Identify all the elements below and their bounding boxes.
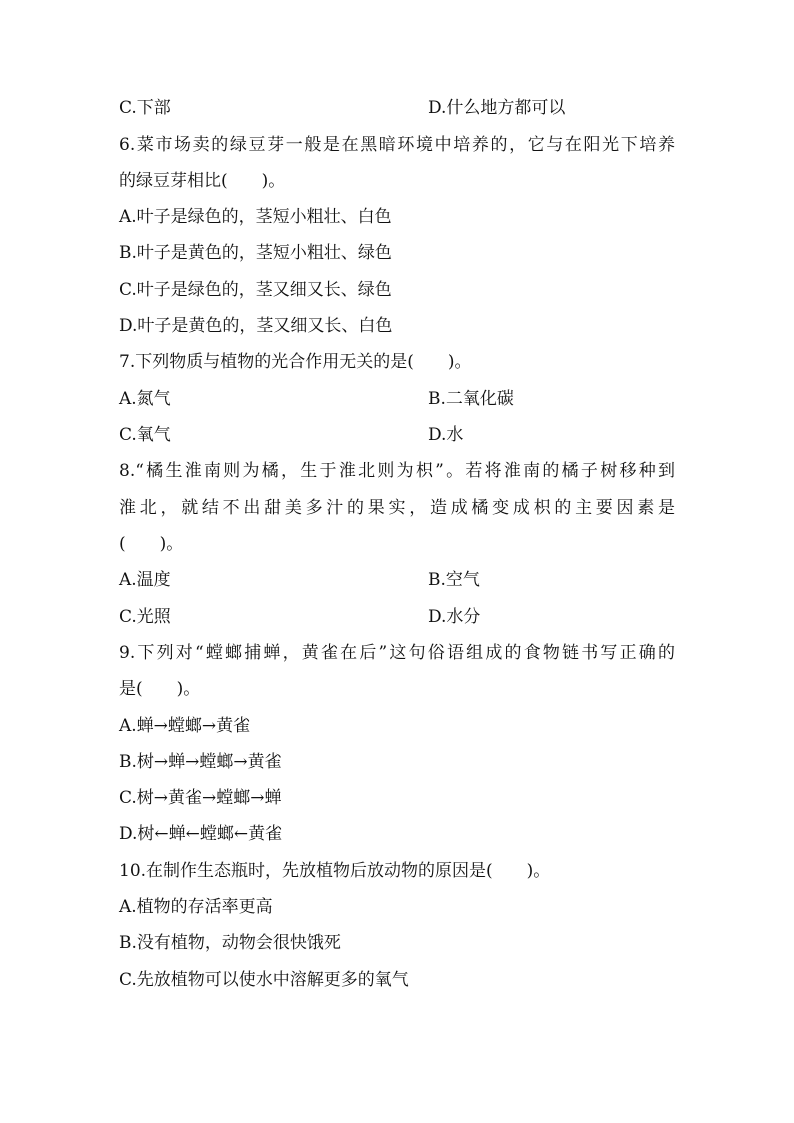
question-10-option-c: C.先放植物可以使水中溶解更多的氧气	[119, 970, 409, 990]
question-9-option-d: D.树←蝉←螳螂←黄雀	[119, 824, 283, 844]
question-8-option-d: D.水分	[428, 607, 481, 627]
question-6-option-c: C.叶子是绿色的，茎又细又长、绿色	[119, 280, 392, 300]
question-7-option-b: B.二氧化碳	[428, 389, 514, 409]
question-10-option-b: B.没有植物，动物会很快饿死	[119, 933, 341, 953]
question-8-stem-line1: 8.“橘生淮南则为橘，生于淮北则为枳”。若将淮南的橘子树移种到	[119, 461, 675, 481]
question-7-option-a: A.氮气	[119, 389, 171, 409]
question-9-option-a: A.蝉→螳螂→黄雀	[119, 716, 251, 736]
question-8-option-c: C.光照	[119, 607, 171, 627]
question-10-option-a: A.植物的存活率更高	[119, 897, 273, 917]
question-6-stem-line1: 6.菜市场卖的绿豆芽一般是在黑暗环境中培养的，它与在阳光下培养	[119, 135, 675, 155]
question-6-option-d: D.叶子是黄色的，茎又细又长、白色	[119, 316, 393, 336]
question-7-stem: 7.下列物质与植物的光合作用无关的是( )。	[119, 352, 472, 372]
option-d-q5: D.什么地方都可以	[428, 98, 566, 118]
question-8-option-a: A.温度	[119, 570, 171, 590]
question-8-stem-line2: 淮北，就结不出甜美多汁的果实，造成橘变成枳的主要因素是	[119, 498, 675, 518]
question-8-option-b: B.空气	[428, 570, 480, 590]
option-c-q5: C.下部	[119, 98, 171, 118]
question-6-stem-line2: 的绿豆芽相比( )。	[119, 171, 286, 191]
question-9-option-b: B.树→蝉→螳螂→黄雀	[119, 752, 282, 772]
question-6-option-a: A.叶子是绿色的，茎短小粗壮、白色	[119, 207, 392, 227]
question-9-option-c: C.树→黄雀→螳螂→蝉	[119, 788, 282, 808]
question-7-option-d: D.水	[428, 425, 464, 445]
question-10-stem: 10.在制作生态瓶时，先放植物后放动物的原因是( )。	[119, 861, 551, 881]
question-7-option-c: C.氧气	[119, 425, 171, 445]
question-9-stem-line2: 是( )。	[119, 679, 201, 699]
question-9-stem-line1: 9.下列对“螳螂捕蝉，黄雀在后”这句俗语组成的食物链书写正确的	[119, 643, 675, 663]
question-8-stem-line3: ( )。	[119, 534, 184, 554]
question-6-option-b: B.叶子是黄色的，茎短小粗壮、绿色	[119, 243, 392, 263]
